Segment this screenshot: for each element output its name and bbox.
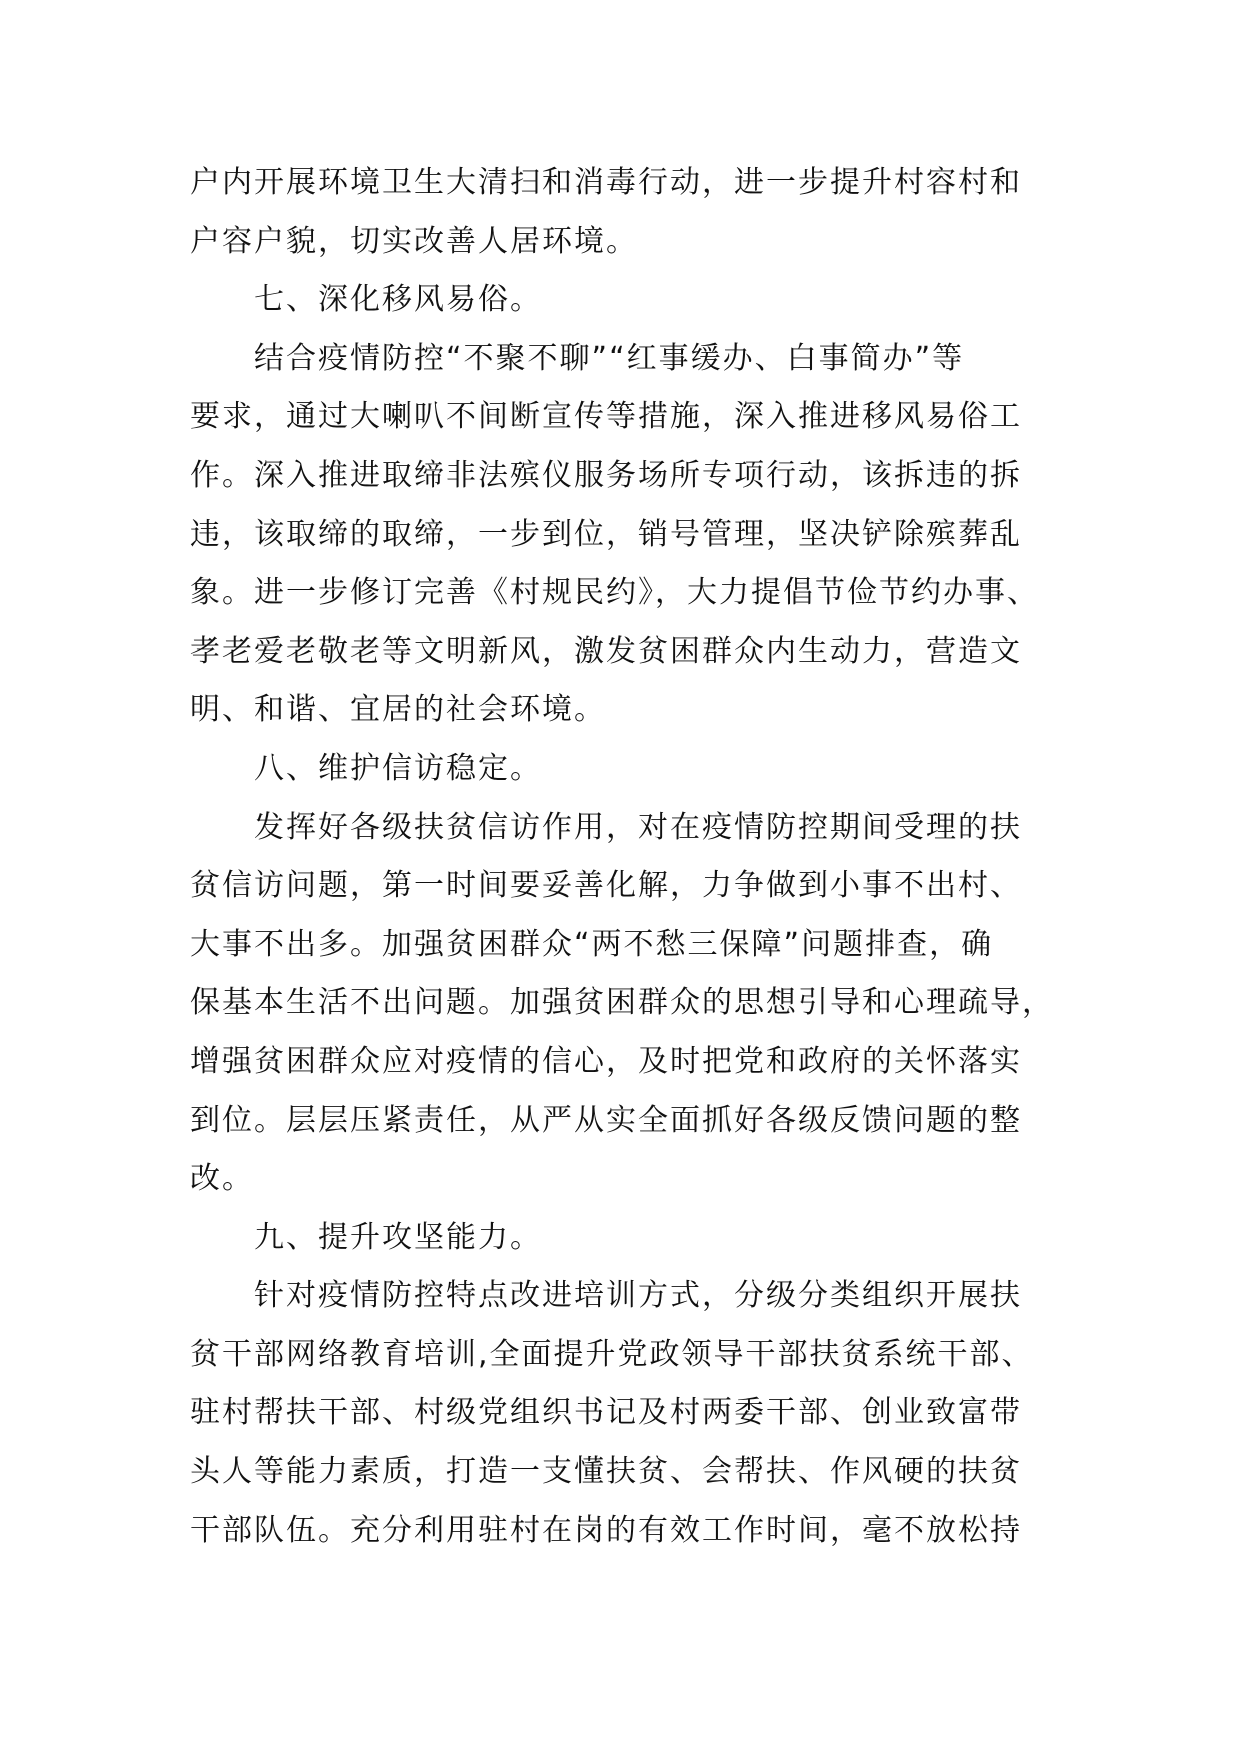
text-line: 象。进一步修订完善《村规民约》，大力提倡节俭节约办事、 bbox=[190, 575, 1039, 611]
text-line: 改。 bbox=[190, 1161, 254, 1197]
text-line: 针对疫情防控特点改进培训方式，分级分类组织开展扶 bbox=[254, 1278, 1022, 1314]
text-line: 到位。层层压紧责任，从严从实全面抓好各级反馈问题的整 bbox=[190, 1102, 1022, 1138]
heading-text: 七、深化移风易俗。 bbox=[254, 282, 542, 318]
text-line: 发挥好各级扶贫信访作用，对在疫情防控期间受理的扶 bbox=[254, 809, 1022, 845]
text-line: 贫信访问题，第一时间要妥善化解，力争做到小事不出村、 bbox=[190, 868, 1022, 904]
text-line: 违，该取缔的取缔，一步到位，销号管理，坚决铲除殡葬乱 bbox=[190, 516, 1022, 552]
text-line: 保基本生活不出问题。加强贫困群众的思想引导和心理疏导， bbox=[190, 985, 1054, 1021]
text-line: 明、和谐、宜居的社会环境。 bbox=[190, 692, 606, 728]
text-line: 户内开展环境卫生大清扫和消毒行动，进一步提升村容村和 bbox=[190, 165, 1022, 200]
text-line: 作。深入推进取缔非法殡仪服务场所专项行动，该拆违的拆 bbox=[190, 457, 1022, 493]
paragraph-capacity bbox=[190, 1267, 1060, 1560]
section-heading-7 bbox=[190, 271, 1060, 330]
text-line: 户容户貌，切实改善人居环境。 bbox=[190, 223, 638, 259]
text-line: 结合疫情防控“不聚不聊”“红事缓办、白事简办”等 bbox=[254, 340, 965, 376]
text-line: 贫干部网络教育培训,全面提升党政领导干部扶贫系统干部、 bbox=[190, 1336, 1034, 1372]
heading-text: 八、维护信访稳定。 bbox=[254, 750, 542, 786]
section-heading-8 bbox=[190, 740, 1060, 799]
document-page bbox=[190, 154, 1060, 1560]
heading-text: 九、提升攻坚能力。 bbox=[254, 1219, 542, 1255]
paragraph-continued bbox=[190, 154, 1060, 271]
text-line: 驻村帮扶干部、村级党组织书记及村两委干部、创业致富带 bbox=[190, 1395, 1022, 1431]
section-heading-9 bbox=[190, 1209, 1060, 1268]
text-line: 增强贫困群众应对疫情的信心，及时把党和政府的关怀落实 bbox=[190, 1043, 1022, 1079]
text-line: 孝老爱老敬老等文明新风，激发贫困群众内生动力，营造文 bbox=[190, 633, 1022, 669]
paragraph-customs bbox=[190, 330, 1060, 740]
paragraph-petitions bbox=[190, 799, 1060, 1209]
text-line: 干部队伍。充分利用驻村在岗的有效工作时间，毫不放松持 bbox=[190, 1512, 1022, 1548]
text-line: 要求，通过大喇叭不间断宣传等措施，深入推进移风易俗工 bbox=[190, 399, 1022, 435]
text-line: 头人等能力素质，打造一支懂扶贫、会帮扶、作风硬的扶贫 bbox=[190, 1454, 1022, 1490]
text-line: 大事不出多。加强贫困群众“两不愁三保障”问题排查，确 bbox=[190, 926, 994, 962]
